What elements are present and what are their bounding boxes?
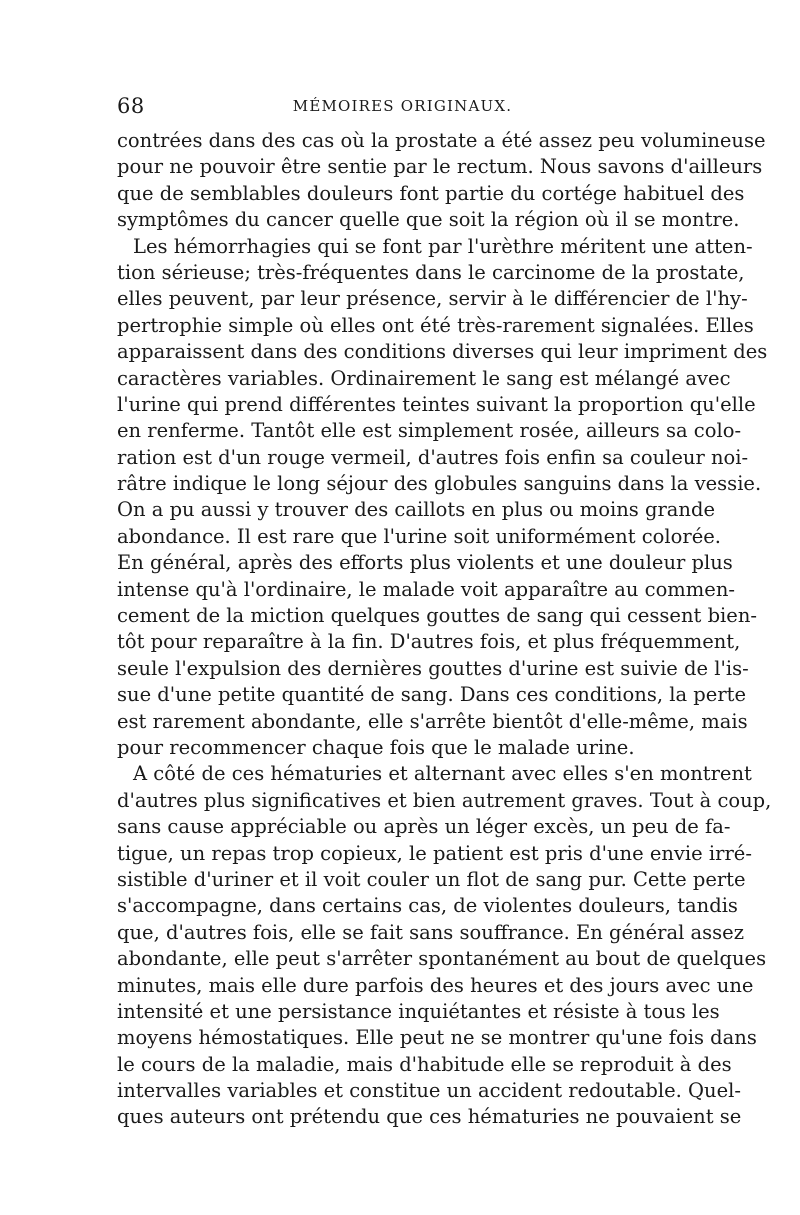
- body-text: [117, 128, 772, 1131]
- text-line: pertrophie simple où elles ont été très-rarement signalées. Elles: [117, 313, 754, 337]
- text-line: minutes, mais elle dure parfois des heures et des jours avec une: [117, 973, 754, 997]
- text-line: abondance. Il est rare que l'urine soit uniformément colorée.: [117, 524, 721, 548]
- text-line: seule l'expulsion des dernières gouttes d'urine est suivie de l'is-: [117, 656, 749, 680]
- text-line: tigue, un repas trop copieux, le patient est pris d'une envie irré-: [117, 841, 752, 865]
- text-line: le cours de la maladie, mais d'habitude elle se reproduit à des: [117, 1052, 732, 1076]
- text-line: d'autres plus significatives et bien autrement graves. Tout à coup,: [117, 788, 772, 812]
- text-line: en renferme. Tantôt elle est simplement rosée, ailleurs sa colo-: [117, 419, 742, 443]
- text-line: intervalles variables et constitue un accident redoutable. Quel-: [117, 1079, 741, 1103]
- text-line: On a pu aussi y trouver des caillots en plus ou moins grande: [117, 498, 715, 522]
- text-line: tôt pour reparaître à la fin. D'autres fois, et plus fréquemment,: [117, 630, 741, 654]
- text-line: A côté de ces hématuries et alternant avec elles s'en montrent: [133, 762, 752, 786]
- text-line: sue d'une petite quantité de sang. Dans ces conditions, la perte: [117, 683, 747, 707]
- text-line: pour ne pouvoir être sentie par le rectum. Nous savons d'ailleurs: [117, 155, 763, 179]
- text-line: l'urine qui prend différentes teintes suivant la proportion qu'elle: [117, 392, 756, 416]
- text-line: contrées dans des cas où la prostate a été assez peu volumineuse: [117, 129, 766, 152]
- page-number: 68: [117, 94, 145, 118]
- text-line: intense qu'à l'ordinaire, le malade voit apparaître au commen-: [117, 577, 735, 601]
- text-line: râtre indique le long séjour des globules sanguins dans la vessie.: [117, 472, 762, 496]
- text-line: intensité et une persistance inquiétantes et résiste à tous les: [117, 999, 720, 1023]
- text-line: caractères variables. Ordinairement le sang est mélangé avec: [117, 366, 731, 390]
- text-line: ration est d'un rouge vermeil, d'autres fois enfin sa couleur noi-: [117, 445, 749, 469]
- text-line: elles peuvent, par leur présence, servir à le différencier de l'hy-: [117, 287, 748, 311]
- text-line: abondante, elle peut s'arrêter spontanément au bout de quelques: [117, 947, 767, 971]
- text-line: apparaissent dans des conditions diverses qui leur impriment des: [117, 340, 768, 364]
- text-line: moyens hémostatiques. Elle peut ne se montrer qu'une fois dans: [117, 1026, 757, 1050]
- text-line: cement de la miction quelques gouttes de sang qui cessent bien-: [117, 604, 757, 628]
- text-line: ques auteurs ont prétendu que ces hématuries ne pouvaient se: [117, 1105, 742, 1129]
- text-line: sistible d'uriner et il voit couler un flot de sang pur. Cette perte: [117, 867, 746, 891]
- text-line: s'accompagne, dans certains cas, de violentes douleurs, tandis: [117, 894, 738, 918]
- text-line: symptômes du cancer quelle que soit la région où il se montre.: [117, 208, 740, 232]
- page-header: [117, 94, 688, 124]
- running-head: MÉMOIRES ORIGINAUX.: [292, 97, 513, 115]
- text-line: Les hémorrhagies qui se font par l'urèthre méritent une atten-: [133, 234, 753, 258]
- text-line: En général, après des efforts plus violents et une douleur plus: [117, 551, 733, 575]
- text-line: sans cause appréciable ou après un léger excès, un peu de fa-: [117, 815, 731, 839]
- text-line: tion sérieuse; très-fréquentes dans le carcinome de la prostate,: [117, 260, 745, 284]
- text-line: que de semblables douleurs font partie du cortége habituel des: [117, 181, 745, 205]
- text-line: que, d'autres fois, elle se fait sans souffrance. En général assez: [117, 920, 744, 944]
- text-line: est rarement abondante, elle s'arrête bientôt d'elle-même, mais: [117, 709, 748, 733]
- text-line: pour recommencer chaque fois que le malade urine.: [117, 735, 635, 759]
